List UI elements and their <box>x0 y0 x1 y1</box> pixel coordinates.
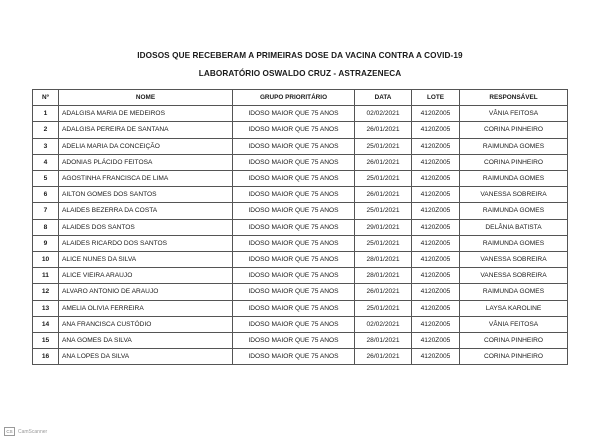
row-date: 25/01/2021 <box>355 235 412 251</box>
table-row <box>33 106 568 122</box>
row-priority-group: IDOSO MAIOR QUE 75 ANOS <box>233 349 355 365</box>
row-responsible: RAIMUNDA GOMES <box>460 171 568 187</box>
camscanner-logo-icon: CS <box>4 427 15 436</box>
row-priority-group: IDOSO MAIOR QUE 75 ANOS <box>233 138 355 154</box>
row-number: 3 <box>33 138 59 154</box>
row-responsible: VÂNIA FEITOSA <box>460 316 568 332</box>
row-number: 5 <box>33 171 59 187</box>
row-number: 4 <box>33 154 59 170</box>
table-row <box>33 349 568 365</box>
row-priority-group: IDOSO MAIOR QUE 75 ANOS <box>233 333 355 349</box>
row-priority-group: IDOSO MAIOR QUE 75 ANOS <box>233 300 355 316</box>
row-responsible: DELÂNIA BATISTA <box>460 219 568 235</box>
row-batch: 4120Z005 <box>412 235 460 251</box>
row-name: AILTON GOMES DOS SANTOS <box>59 187 233 203</box>
row-name: ALICE NUNES DA SILVA <box>59 252 233 268</box>
row-batch: 4120Z005 <box>412 154 460 170</box>
table-row <box>33 268 568 284</box>
row-number: 6 <box>33 187 59 203</box>
table-row <box>33 122 568 138</box>
row-responsible: LAYSA KAROLINE <box>460 300 568 316</box>
row-responsible: CORINA PINHEIRO <box>460 333 568 349</box>
table-row <box>33 187 568 203</box>
row-batch: 4120Z005 <box>412 284 460 300</box>
row-date: 26/01/2021 <box>355 284 412 300</box>
header-name: NOME <box>59 90 233 106</box>
table-row <box>33 252 568 268</box>
row-date: 29/01/2021 <box>355 219 412 235</box>
row-batch: 4120Z005 <box>412 171 460 187</box>
row-name: ALVARO ANTONIO DE ARAUJO <box>59 284 233 300</box>
row-name: ANA FRANCISCA CUSTÓDIO <box>59 316 233 332</box>
row-name: ALICE VIEIRA ARAUJO <box>59 268 233 284</box>
row-date: 26/01/2021 <box>355 154 412 170</box>
row-responsible: RAIMUNDA GOMES <box>460 138 568 154</box>
table-row <box>33 219 568 235</box>
row-number: 7 <box>33 203 59 219</box>
row-number: 15 <box>33 333 59 349</box>
row-date: 28/01/2021 <box>355 268 412 284</box>
table-row <box>33 316 568 332</box>
scanner-label: CamScanner <box>18 428 48 435</box>
row-batch: 4120Z005 <box>412 122 460 138</box>
row-batch: 4120Z005 <box>412 219 460 235</box>
row-batch: 4120Z005 <box>412 138 460 154</box>
row-number: 12 <box>33 284 59 300</box>
row-priority-group: IDOSO MAIOR QUE 75 ANOS <box>233 252 355 268</box>
row-batch: 4120Z005 <box>412 316 460 332</box>
row-batch: 4120Z005 <box>412 268 460 284</box>
row-number: 1 <box>33 106 59 122</box>
header-priority-group: GRUPO PRIORITÁRIO <box>233 90 355 106</box>
table-row <box>33 171 568 187</box>
row-date: 25/01/2021 <box>355 138 412 154</box>
row-responsible: CORINA PINHEIRO <box>460 154 568 170</box>
row-responsible: CORINA PINHEIRO <box>460 122 568 138</box>
table-row <box>33 138 568 154</box>
row-responsible: RAIMUNDA GOMES <box>460 284 568 300</box>
table-header-row <box>33 90 568 106</box>
row-number: 13 <box>33 300 59 316</box>
table-row <box>33 284 568 300</box>
row-date: 26/01/2021 <box>355 122 412 138</box>
row-batch: 4120Z005 <box>412 349 460 365</box>
row-name: ALAIDES BEZERRA DA COSTA <box>59 203 233 219</box>
row-name: ANA LOPES DA SILVA <box>59 349 233 365</box>
table-row <box>33 300 568 316</box>
row-name: AGOSTINHA FRANCISCA DE LIMA <box>59 171 233 187</box>
row-date: 25/01/2021 <box>355 171 412 187</box>
document-title: IDOSOS QUE RECEBERAM A PRIMEIRAS DOSE DA VACINA CONTRA A COVID-19 <box>137 51 463 60</box>
row-number: 16 <box>33 349 59 365</box>
row-name: ADALGISA MARIA DE MEDEIROS <box>59 106 233 122</box>
row-priority-group: IDOSO MAIOR QUE 75 ANOS <box>233 316 355 332</box>
row-priority-group: IDOSO MAIOR QUE 75 ANOS <box>233 219 355 235</box>
row-number: 2 <box>33 122 59 138</box>
row-name: ADALGISA PEREIRA DE SANTANA <box>59 122 233 138</box>
row-priority-group: IDOSO MAIOR QUE 75 ANOS <box>233 187 355 203</box>
row-number: 9 <box>33 235 59 251</box>
document-subtitle: LABORATÓRIO OSWALDO CRUZ - ASTRAZENECA <box>198 69 402 78</box>
row-batch: 4120Z005 <box>412 300 460 316</box>
row-date: 25/01/2021 <box>355 300 412 316</box>
row-number: 14 <box>33 316 59 332</box>
row-name: ALAIDES RICARDO DOS SANTOS <box>59 235 233 251</box>
row-date: 26/01/2021 <box>355 349 412 365</box>
row-name: ADELIA MARIA DA CONCEIÇÃO <box>59 138 233 154</box>
row-name: ALAIDES DOS SANTOS <box>59 219 233 235</box>
row-date: 02/02/2021 <box>355 106 412 122</box>
row-batch: 4120Z005 <box>412 187 460 203</box>
table-row <box>33 154 568 170</box>
row-priority-group: IDOSO MAIOR QUE 75 ANOS <box>233 106 355 122</box>
header-date: DATA <box>355 90 412 106</box>
header-batch: LOTE <box>412 90 460 106</box>
row-number: 11 <box>33 268 59 284</box>
row-date: 02/02/2021 <box>355 316 412 332</box>
row-priority-group: IDOSO MAIOR QUE 75 ANOS <box>233 171 355 187</box>
row-priority-group: IDOSO MAIOR QUE 75 ANOS <box>233 154 355 170</box>
row-priority-group: IDOSO MAIOR QUE 75 ANOS <box>233 122 355 138</box>
row-batch: 4120Z005 <box>412 203 460 219</box>
table-row <box>33 333 568 349</box>
row-priority-group: IDOSO MAIOR QUE 75 ANOS <box>233 268 355 284</box>
row-responsible: CORINA PINHEIRO <box>460 349 568 365</box>
vaccination-table <box>32 89 568 365</box>
row-date: 26/01/2021 <box>355 187 412 203</box>
row-number: 10 <box>33 252 59 268</box>
row-name: ADONIAS PLÁCIDO FEITOSA <box>59 154 233 170</box>
row-priority-group: IDOSO MAIOR QUE 75 ANOS <box>233 235 355 251</box>
row-priority-group: IDOSO MAIOR QUE 75 ANOS <box>233 203 355 219</box>
row-responsible: VANESSA SOBREIRA <box>460 268 568 284</box>
row-responsible: VÂNIA FEITOSA <box>460 106 568 122</box>
header-number: Nº <box>33 90 59 106</box>
row-batch: 4120Z005 <box>412 333 460 349</box>
row-responsible: RAIMUNDA GOMES <box>460 235 568 251</box>
row-batch: 4120Z005 <box>412 106 460 122</box>
row-date: 28/01/2021 <box>355 252 412 268</box>
row-name: AMELIA OLIVIA FERREIRA <box>59 300 233 316</box>
header-responsible: RESPONSÁVEL <box>460 90 568 106</box>
row-responsible: VANESSA SOBREIRA <box>460 187 568 203</box>
row-date: 28/01/2021 <box>355 333 412 349</box>
scanner-watermark <box>4 427 47 436</box>
row-priority-group: IDOSO MAIOR QUE 75 ANOS <box>233 284 355 300</box>
row-name: ANA GOMES DA SILVA <box>59 333 233 349</box>
row-responsible: RAIMUNDA GOMES <box>460 203 568 219</box>
row-date: 25/01/2021 <box>355 203 412 219</box>
row-batch: 4120Z005 <box>412 252 460 268</box>
table-row <box>33 203 568 219</box>
row-number: 8 <box>33 219 59 235</box>
row-responsible: VANESSA SOBREIRA <box>460 252 568 268</box>
table-row <box>33 235 568 251</box>
